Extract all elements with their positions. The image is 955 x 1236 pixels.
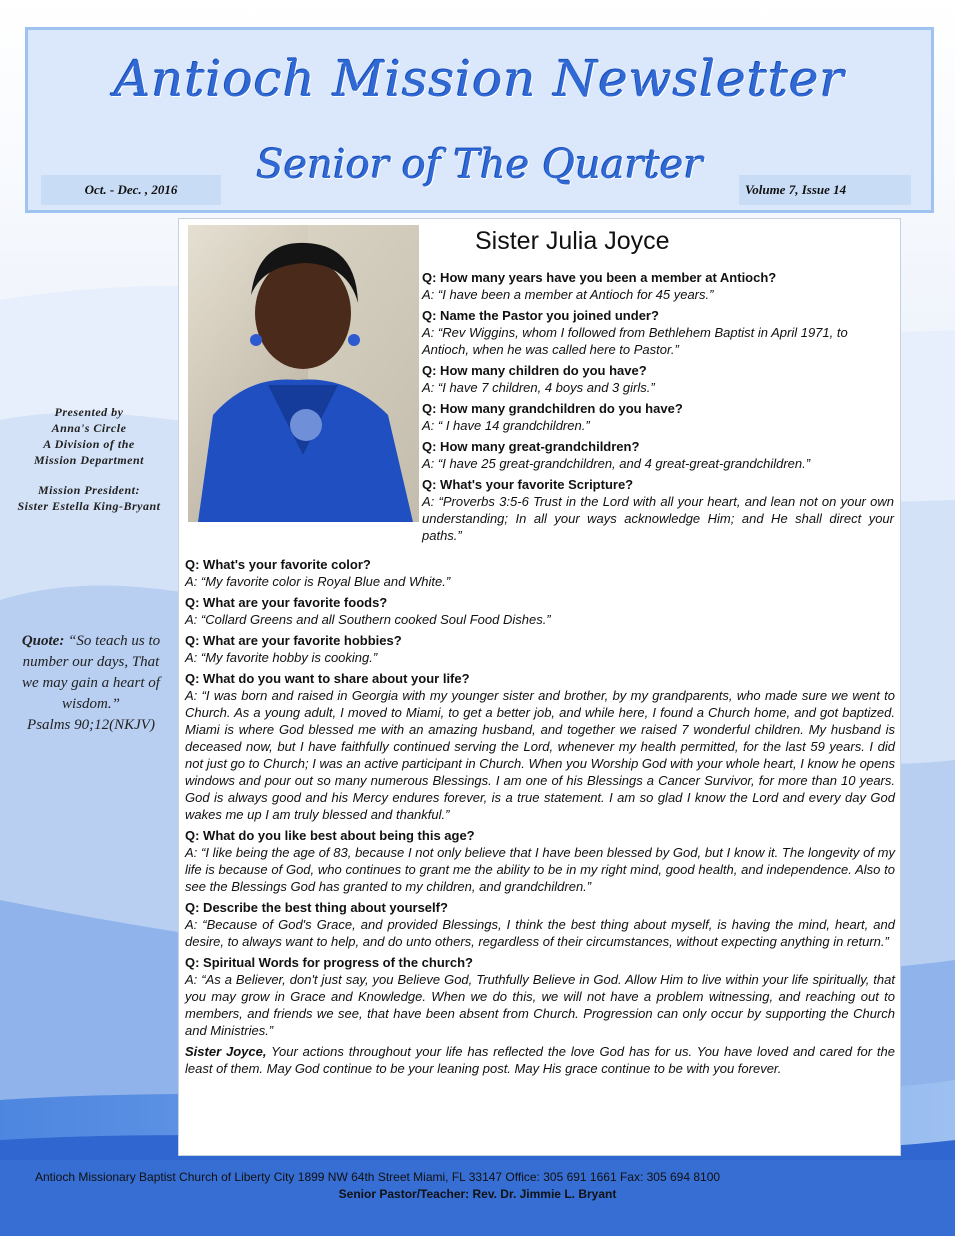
closing-text: Your actions throughout your life has reflected the love God has for us. You have loved and cared for the least of them. May God continue to be your leaning post. May His grace continue to be with you forever. bbox=[185, 1044, 896, 1076]
qa-answer: A: “Because of God's Grace, and provided Blessings, I think the best thing about myself, is having the mind, heart, and desire, to always want to help, and do unto others, regardless of their circumstances, without expecting anything in return.” bbox=[185, 917, 895, 949]
qa-answer: A: “ I have 14 grandchildren.” bbox=[422, 418, 590, 433]
qa-question: Q: What do you want to share about your life? bbox=[185, 671, 470, 686]
qa-answer: A: “My favorite hobby is cooking.” bbox=[185, 650, 378, 665]
portrait-photo bbox=[188, 225, 419, 522]
qa-answer: A: “Collard Greens and all Southern cooked Soul Food Dishes.” bbox=[185, 612, 551, 627]
qa-question: Q: Describe the best thing about yourself? bbox=[185, 900, 448, 915]
qa-question: Q: What are your favorite hobbies? bbox=[185, 633, 402, 648]
qa-item bbox=[422, 269, 894, 303]
presented-line: Presented by bbox=[54, 405, 124, 419]
qa-question: Q: How many years have you been a member at Antioch? bbox=[422, 270, 777, 285]
president-label: Mission President: bbox=[37, 483, 140, 497]
qa-answer: A: “Proverbs 3:5-6 Trust in the Lord with all your heart, and lean not on your own understanding; In all your ways acknowledge Him; and He shall direct your paths.” bbox=[422, 494, 894, 543]
qa-full-width bbox=[185, 556, 895, 1081]
qa-answer: A: “I like being the age of 83, because I not only believe that I have been blessed by God, but I know it. The longevity of my life is because of God, who continues to grant me the ability to be in my right mind, good health, and independence. Also to see the Blessings God has granted to my children, and grandchildren.” bbox=[185, 845, 895, 894]
qa-item bbox=[422, 400, 894, 434]
article-name: Sister Julia Joyce bbox=[475, 227, 670, 255]
qa-item bbox=[185, 670, 895, 823]
qa-item bbox=[185, 556, 895, 590]
qa-question: Q: What's your favorite color? bbox=[185, 557, 371, 572]
qa-item bbox=[422, 362, 894, 396]
quote-text: “So teach us to number our days, That we may gain a heart of wisdom.” bbox=[22, 633, 161, 712]
qa-answer: A: “I have 7 children, 4 boys and 3 girls.” bbox=[422, 380, 655, 395]
closing-paragraph bbox=[185, 1043, 895, 1077]
quote-reference: Psalms 90;12(NKJV) bbox=[27, 717, 155, 733]
qa-item bbox=[422, 307, 894, 358]
qa-question: Q: How many children do you have? bbox=[422, 363, 647, 378]
qa-item bbox=[185, 954, 895, 1039]
qa-right-column bbox=[422, 269, 894, 548]
qa-item bbox=[422, 476, 894, 544]
qa-answer: A: “My favorite color is Royal Blue and White.” bbox=[185, 574, 451, 589]
footer-address: Antioch Missionary Baptist Church of Liberty City 1899 NW 64th Street Miami, FL 33147 Office: 305 691 1661 Fax: 305 694 8100 bbox=[35, 1170, 721, 1184]
presented-line: Mission Department bbox=[33, 453, 144, 467]
qa-question: Q: Spiritual Words for progress of the church? bbox=[185, 955, 473, 970]
qa-item bbox=[185, 594, 895, 628]
issue-date: Oct. - Dec. , 2016 bbox=[41, 175, 221, 205]
president-name: Sister Estella King-Bryant bbox=[17, 499, 161, 513]
quote-block bbox=[14, 631, 168, 736]
newsletter-subtitle: Senior of The Quarter bbox=[256, 142, 703, 188]
presented-line: Anna's Circle bbox=[51, 421, 127, 435]
qa-answer: A: “Rev Wiggins, whom I followed from Bethlehem Baptist in April 1971, to Antioch, when he was called here to Pastor.” bbox=[422, 325, 848, 357]
qa-question: Q: Name the Pastor you joined under? bbox=[422, 308, 659, 323]
presented-by-block bbox=[6, 404, 172, 514]
closing-name: Sister Joyce, bbox=[185, 1044, 267, 1059]
qa-item bbox=[185, 827, 895, 895]
qa-answer: A: “I have been a member at Antioch for 45 years.” bbox=[422, 287, 714, 302]
qa-answer: A: “I was born and raised in Georgia with my younger sister and brother, by my grandparents, who made sure we went to Church. As a young adult, I moved to Miami, to get a better job, and while here, I found a Church home, and got baptized. Miami is where God blessed me with an amazing husband, and together we raised 7 wonderful children. My husband is deceased now, but I have faithfully continued serving the Lord, whenever my health permitted, for the last 59 years. I did not just go to Church; I was an active participant in Church. When you Worship God with your whole heart, I know he opens windows and pour out so many numerous Blessings. I am one of his Blessings a Cancer Survivor, for more than 10 years. God is always good and his Mercy endures forever, is a true statement. I am so glad I know the Lord and every day God wakes me up I am truly blessed and thankful.” bbox=[185, 688, 895, 822]
qa-answer: A: “I have 25 great-grandchildren, and 4 great-great-grandchildren.” bbox=[422, 456, 811, 471]
qa-question: Q: How many great-grandchildren? bbox=[422, 439, 640, 454]
qa-answer: A: “As a Believer, don't just say, you Believe God, Truthfully Believe in God. Allow Him to live within your life spiritually, that you may grow in Grace and Knowledge. When we do this, we will not have a problem witnessing, and reaching out to members, and friends we see, that have been absent from Church. Progression can only occur by supporting the Church and Ministries.” bbox=[185, 972, 895, 1038]
qa-item bbox=[422, 438, 894, 472]
footer-pastor: Senior Pastor/Teacher: Rev. Dr. Jimmie L. Bryant bbox=[338, 1187, 617, 1201]
qa-question: Q: What's your favorite Scripture? bbox=[422, 477, 634, 492]
qa-item bbox=[185, 632, 895, 666]
masthead bbox=[25, 27, 934, 213]
qa-question: Q: How many grandchildren do you have? bbox=[422, 401, 683, 416]
qa-item bbox=[185, 899, 895, 950]
presented-line: A Division of the bbox=[43, 437, 135, 451]
qa-question: Q: What do you like best about being this age? bbox=[185, 828, 475, 843]
newsletter-title: Antioch Mission Newsletter bbox=[114, 50, 845, 108]
issue-volume: Volume 7, Issue 14 bbox=[739, 175, 911, 205]
quote-label: Quote: bbox=[21, 633, 65, 649]
qa-question: Q: What are your favorite foods? bbox=[185, 595, 388, 610]
article-panel bbox=[178, 218, 901, 1156]
